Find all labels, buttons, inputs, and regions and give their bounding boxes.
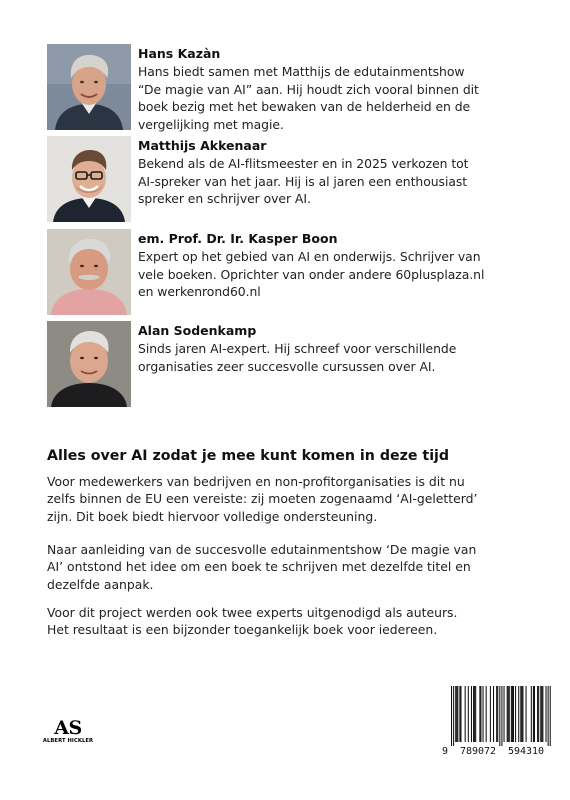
- author-bio: [138, 340, 533, 375]
- barcode-bar: [546, 686, 547, 742]
- barcode-bar: [522, 686, 523, 742]
- barcode-bar: [459, 686, 460, 742]
- bio-line: Bekend als de AI-flitsmeester en in 2025 verkozen tot: [138, 156, 469, 171]
- paragraph-line: Naar aanleiding van de succesvolle edutainmentshow ‘De magie van: [47, 542, 477, 557]
- barcode-bar: [541, 686, 542, 742]
- barcode-bar: [493, 686, 494, 742]
- barcode-bar: [456, 686, 457, 742]
- barcode-bar: [511, 686, 512, 742]
- barcode-bar: [540, 686, 541, 742]
- paragraph-line: Voor medewerkers van bedrijven en non-profitorganisaties is dit nu: [47, 474, 465, 489]
- barcode-bar: [490, 686, 491, 742]
- barcode-bar: [508, 686, 509, 742]
- portrait-photo-icon: [47, 321, 131, 407]
- isbn-barcode: [441, 686, 551, 760]
- bio-line: boek bezig met het bewaken van de helderheid en de: [138, 99, 471, 114]
- barcode-bar: [483, 686, 484, 742]
- barcode-bar: [515, 686, 516, 742]
- barcode-bar: [504, 686, 505, 742]
- portrait-photo-icon: [47, 44, 131, 130]
- barcode-bar: [471, 686, 472, 742]
- author-bio: [138, 63, 533, 133]
- barcode-bar: [475, 686, 476, 742]
- barcode-bars: [441, 686, 551, 746]
- author-photo: [47, 321, 131, 407]
- barcode-bar: [479, 686, 480, 742]
- paragraph-line: Voor dit project werden ook twee experts uitgenodigd als auteurs.: [47, 605, 458, 620]
- barcode-bar: [538, 686, 539, 742]
- author-name: Matthijs Akkenaar: [138, 138, 267, 153]
- author-text: [138, 230, 533, 301]
- author-block: [47, 321, 527, 407]
- barcode-bar: [507, 686, 508, 742]
- author-block: [47, 136, 527, 222]
- barcode-bar: [533, 686, 534, 742]
- author-photo: [47, 44, 131, 130]
- bio-line: “De magie van AI” aan. Hij houdt zich vooral binnen dit: [138, 81, 479, 97]
- barcode-bar: [455, 686, 456, 742]
- author-name: Hans Kazàn: [138, 46, 221, 61]
- paragraph: [47, 473, 517, 525]
- bio-line: Expert op het gebied van AI en onderwijs. Schrijver van: [138, 249, 481, 264]
- portrait-photo-icon: [47, 229, 131, 315]
- barcode-lead-digit: 9: [442, 746, 449, 757]
- paragraph-line: dezelfde aanpak.: [47, 576, 154, 592]
- portrait-photo-icon: [47, 136, 131, 222]
- author-text: [138, 137, 533, 208]
- bio-line: AI-spreker van het jaar. Hij is al jaren een enthousiast: [138, 173, 468, 189]
- barcode-bar: [537, 686, 538, 742]
- bio-line: organisaties zeer succesvolle cursussen over AI.: [138, 358, 436, 374]
- paragraph-line: zijn. Dit boek biedt hiervoor volledige ondersteuning.: [47, 508, 378, 524]
- barcode-bar: [453, 686, 454, 746]
- barcode-right-group: 594310: [507, 746, 545, 757]
- barcode-bar: [468, 686, 469, 742]
- barcode-bar: [460, 686, 461, 742]
- barcode-bar: [542, 686, 543, 742]
- bio-line: en werkenrond60.nl: [138, 284, 261, 299]
- author-name: em. Prof. Dr. Ir. Kasper Boon: [138, 231, 338, 246]
- barcode-bar: [486, 686, 487, 742]
- bio-line: Sinds jaren AI-expert. Hij schreef voor verschillende: [138, 341, 457, 356]
- barcode-bar: [457, 686, 458, 742]
- barcode-bar: [496, 686, 497, 742]
- barcode-left-group: 789072: [459, 746, 497, 757]
- barcode-bar: [473, 686, 474, 742]
- publisher-logo-mark: AS: [54, 717, 82, 739]
- author-photo: [47, 136, 131, 222]
- barcode-bar: [518, 686, 519, 742]
- publisher-logo: [42, 718, 94, 750]
- barcode-bar: [501, 686, 502, 746]
- bio-line: vele boeken. Oprichter van onder andere 60plusplaza.nl: [138, 266, 485, 282]
- paragraph-line: zelfs binnen de EU een vereiste: zij moeten zogenaamd ‘AI-geletterd’: [47, 491, 478, 507]
- bio-line: Hans biedt samen met Matthijs de edutainmentshow: [138, 64, 465, 79]
- author-text: [138, 322, 533, 375]
- bio-line: vergelijking met magie.: [138, 116, 284, 132]
- author-block: [47, 44, 527, 130]
- barcode-bar: [480, 686, 481, 742]
- barcode-digits: [441, 746, 551, 758]
- barcode-bar: [512, 686, 513, 742]
- paragraph: [47, 604, 517, 639]
- barcode-bar: [451, 686, 452, 746]
- barcode-bar: [534, 686, 535, 742]
- barcode-bar: [509, 686, 510, 742]
- publisher-logo-text: ALBERT HICKLER: [42, 738, 94, 744]
- paragraph-line: AI’ ontstond het idee om een boek te schrijven met dezelfde titel en: [47, 559, 471, 575]
- barcode-bar: [499, 686, 500, 746]
- section-heading: Alles over AI zodat je mee kunt komen in deze tijd: [47, 448, 450, 464]
- author-name: Alan Sodenkamp: [138, 323, 257, 338]
- paragraph: [47, 541, 517, 593]
- barcode-bar: [526, 686, 527, 742]
- author-block: [47, 229, 527, 315]
- barcode-bar: [531, 686, 532, 742]
- barcode-bar: [520, 686, 521, 742]
- author-bio: [138, 155, 533, 208]
- barcode-bar: [550, 686, 551, 746]
- barcode-bar: [548, 686, 549, 746]
- paragraph-line: Het resultaat is een bijzonder toegankelijk boek voor iedereen.: [47, 622, 438, 638]
- barcode-bar: [521, 686, 522, 742]
- barcode-bar: [497, 686, 498, 742]
- barcode-bar: [465, 686, 466, 742]
- barcode-bar: [513, 686, 514, 742]
- author-photo: [47, 229, 131, 315]
- author-bio: [138, 248, 533, 301]
- author-text: [138, 45, 533, 133]
- barcode-bar: [474, 686, 475, 742]
- bio-line: spreker en schrijver over AI.: [138, 191, 311, 206]
